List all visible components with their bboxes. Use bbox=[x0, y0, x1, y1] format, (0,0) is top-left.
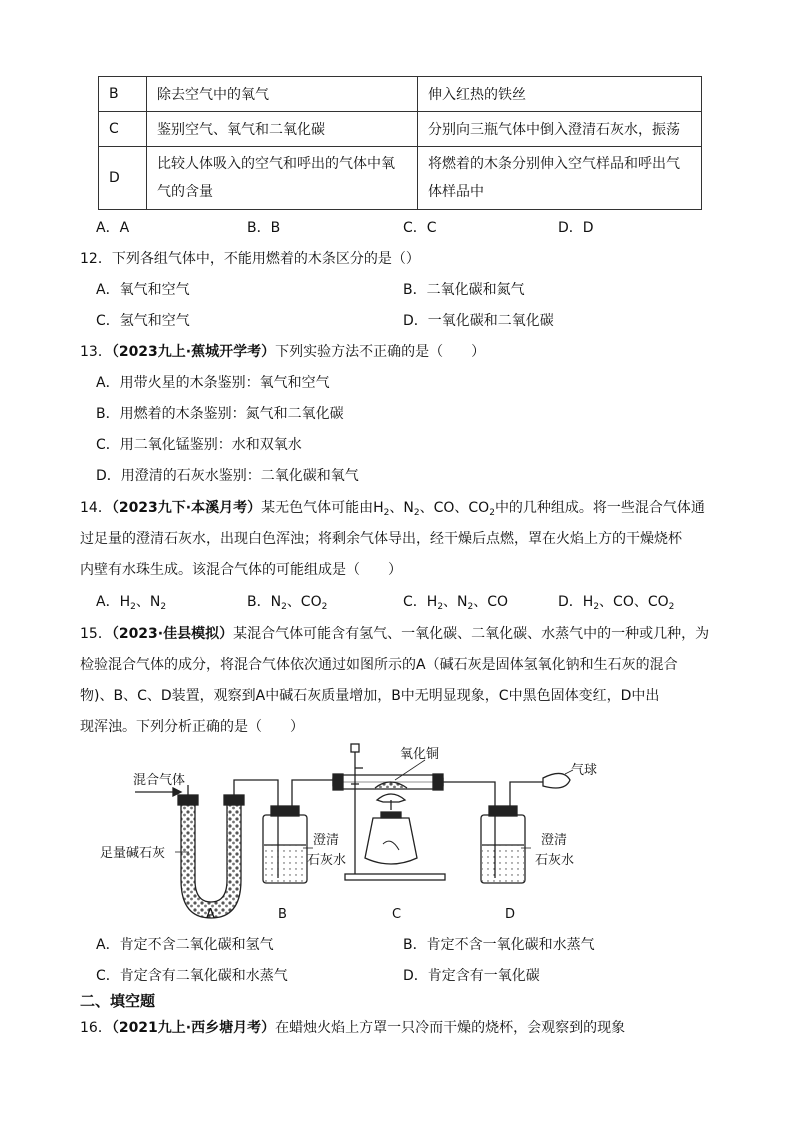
q15-option-d: D．肯定含有一氧化碳 bbox=[403, 968, 540, 984]
table-cell-method: 伸入红热的铁丝 bbox=[418, 77, 702, 112]
table-cell-purpose: 鉴别空气、氧气和二氧化碳 bbox=[147, 112, 418, 147]
figure-letter-b: B bbox=[278, 907, 287, 922]
subscript: 2 bbox=[413, 508, 420, 518]
option-part: B．N bbox=[247, 594, 282, 610]
subscript: 2 bbox=[437, 602, 444, 612]
figure-letter-c: C bbox=[392, 907, 402, 922]
q14-stem-part: 、CO、CO bbox=[419, 500, 490, 516]
q14-stem-line3: 内壁有水珠生成。该混合气体的可能组成是（ ） bbox=[80, 562, 402, 578]
q15-stem: 某混合气体可能含有氢气、一氧化碳、二氧化碳、水蒸气中的一种或几种，为 bbox=[233, 626, 710, 642]
method-line: 将燃着的木条分别伸入空气样品和呼出气 bbox=[428, 156, 680, 172]
label-limewater-d: 石灰水 bbox=[535, 853, 575, 868]
figure-letter-a: A bbox=[206, 907, 215, 922]
q14-option-a bbox=[96, 592, 166, 617]
table-cell-purpose bbox=[147, 147, 418, 210]
subscript: 2 bbox=[489, 508, 495, 518]
subscript: 2 bbox=[593, 602, 600, 612]
q11-option-a: A．A bbox=[96, 220, 130, 236]
q11-option-c: C．C bbox=[403, 220, 437, 236]
label-limewater-b: 澄清 bbox=[313, 833, 340, 848]
q16-source: （2021九上·西乡塘月考） bbox=[111, 1020, 276, 1036]
q15-stem-line4: 现浑浊。下列分析正确的是（ ） bbox=[80, 719, 304, 735]
figure-letter-d: D bbox=[505, 907, 516, 922]
label-balloon: 气球 bbox=[571, 763, 598, 778]
q11-option-b: B．B bbox=[247, 220, 281, 236]
q13-option-a: A．用带火星的木条鉴别：氧气和空气 bbox=[96, 375, 330, 391]
table-row bbox=[99, 112, 702, 147]
option-part: 、CO bbox=[286, 594, 322, 610]
table-cell-method bbox=[418, 147, 702, 210]
q15-stem-line1 bbox=[80, 624, 709, 644]
purpose-line: 气的含量 bbox=[157, 184, 213, 200]
q14-number: 14． bbox=[80, 500, 112, 516]
q14-stem-line2: 过足量的澄清石灰水，出现白色浑浊；将剩余气体导出，经干燥后点燃，罩在火焰上方的干燥烧杯 bbox=[80, 531, 682, 547]
subscript: 2 bbox=[467, 602, 474, 612]
q12-option-c: C．氢气和空气 bbox=[96, 313, 190, 329]
option-part: C．H bbox=[403, 594, 438, 610]
q13-option-d: D．用澄清的石灰水鉴别：二氧化碳和氧气 bbox=[96, 468, 359, 484]
q12-option-b: B．二氧化碳和氮气 bbox=[403, 282, 525, 298]
q11-option-d: D．D bbox=[558, 220, 594, 236]
option-part: D．H bbox=[558, 594, 594, 610]
q13-stem-line bbox=[80, 342, 485, 362]
q15-source: （2023·佳县模拟） bbox=[111, 626, 234, 642]
q16-number: 16． bbox=[80, 1020, 112, 1036]
q13-number: 13． bbox=[80, 344, 112, 360]
apparatus-figure bbox=[95, 740, 655, 925]
table-cell-purpose: 除去空气中的氧气 bbox=[147, 77, 418, 112]
subscript: 2 bbox=[160, 602, 167, 612]
q15-stem-line3: 物)、B、C、D装置，观察到A中碱石灰质量增加，B中无明显现象，C中黑色固体变红，D中出 bbox=[80, 688, 660, 704]
subscript: 2 bbox=[130, 602, 136, 612]
q13-option-c: C．用二氧化锰鉴别：水和双氧水 bbox=[96, 437, 302, 453]
question-table bbox=[98, 76, 702, 210]
label-limewater-b: 石灰水 bbox=[307, 853, 347, 868]
q14-option-b bbox=[247, 592, 327, 617]
q16-stem: 在蜡烛火焰上方罩一只冷而干燥的烧杯，会观察到的现象 bbox=[275, 1020, 626, 1036]
q13-option-b: B．用燃着的木条鉴别：氮气和二氧化碳 bbox=[96, 406, 344, 422]
q13-stem: 下列实验方法不正确的是（ ） bbox=[275, 344, 486, 360]
subscript: 2 bbox=[281, 602, 287, 612]
q16-stem-line bbox=[80, 1018, 625, 1038]
label-soda-lime: 足量碱石灰 bbox=[100, 846, 166, 861]
q14-source: （2023九下·本溪月考） bbox=[111, 500, 262, 516]
section-title: 二、填空题 bbox=[80, 992, 156, 1010]
q14-option-d bbox=[558, 592, 674, 617]
subscript: 2 bbox=[383, 508, 390, 518]
q15-option-a: A．肯定不含二氧化碳和氢气 bbox=[96, 937, 274, 953]
option-part: A．H bbox=[96, 594, 131, 610]
table-cell-method: 分别向三瓶气体中倒入澄清石灰水，振荡 bbox=[418, 112, 702, 147]
label-mixed-gas: 混合气体 bbox=[133, 773, 186, 788]
q14-stem-part: 、N bbox=[389, 500, 414, 516]
q15-stem-line2: 检验混合气体的成分，将混合气体依次通过如图所示的A（碱石灰是固体氢氧化钠和生石灰的混合 bbox=[80, 657, 678, 673]
q12-option-d: D．一氧化碳和二氧化碳 bbox=[403, 313, 554, 329]
table-row bbox=[99, 147, 702, 210]
option-part: 、CO、CO bbox=[599, 594, 669, 610]
q14-stem-part: 中的几种组成。将一些混合气体通 bbox=[494, 500, 705, 516]
subscript: 2 bbox=[321, 602, 328, 612]
q12-stem: 12．下列各组气体中，不能用燃着的木条区分的是（） bbox=[80, 251, 420, 267]
label-copper-oxide: 氧化铜 bbox=[400, 747, 440, 762]
subscript: 2 bbox=[668, 602, 675, 612]
q14-stem-line1 bbox=[80, 498, 705, 523]
table-cell-key: D bbox=[99, 147, 147, 210]
q14-stem-part: 某无色气体可能由H bbox=[261, 500, 384, 516]
option-part: 、N bbox=[443, 594, 468, 610]
q13-source: （2023九上·蕉城开学考） bbox=[111, 344, 276, 360]
method-line: 体样品中 bbox=[428, 184, 484, 200]
q15-number: 15． bbox=[80, 626, 112, 642]
q12-option-a: A．氧气和空气 bbox=[96, 282, 190, 298]
option-part: 、N bbox=[135, 594, 161, 610]
table-row bbox=[99, 77, 702, 112]
table-cell-key: B bbox=[99, 77, 147, 112]
q15-option-b: B．肯定不含一氧化碳和水蒸气 bbox=[403, 937, 595, 953]
q14-option-c bbox=[403, 592, 508, 617]
table-cell-key: C bbox=[99, 112, 147, 147]
label-limewater-d: 澄清 bbox=[541, 833, 568, 848]
option-part: 、CO bbox=[473, 594, 509, 610]
q15-option-c: C．肯定含有二氧化碳和水蒸气 bbox=[96, 968, 288, 984]
purpose-line: 比较人体吸入的空气和呼出的气体中氧 bbox=[157, 156, 395, 172]
